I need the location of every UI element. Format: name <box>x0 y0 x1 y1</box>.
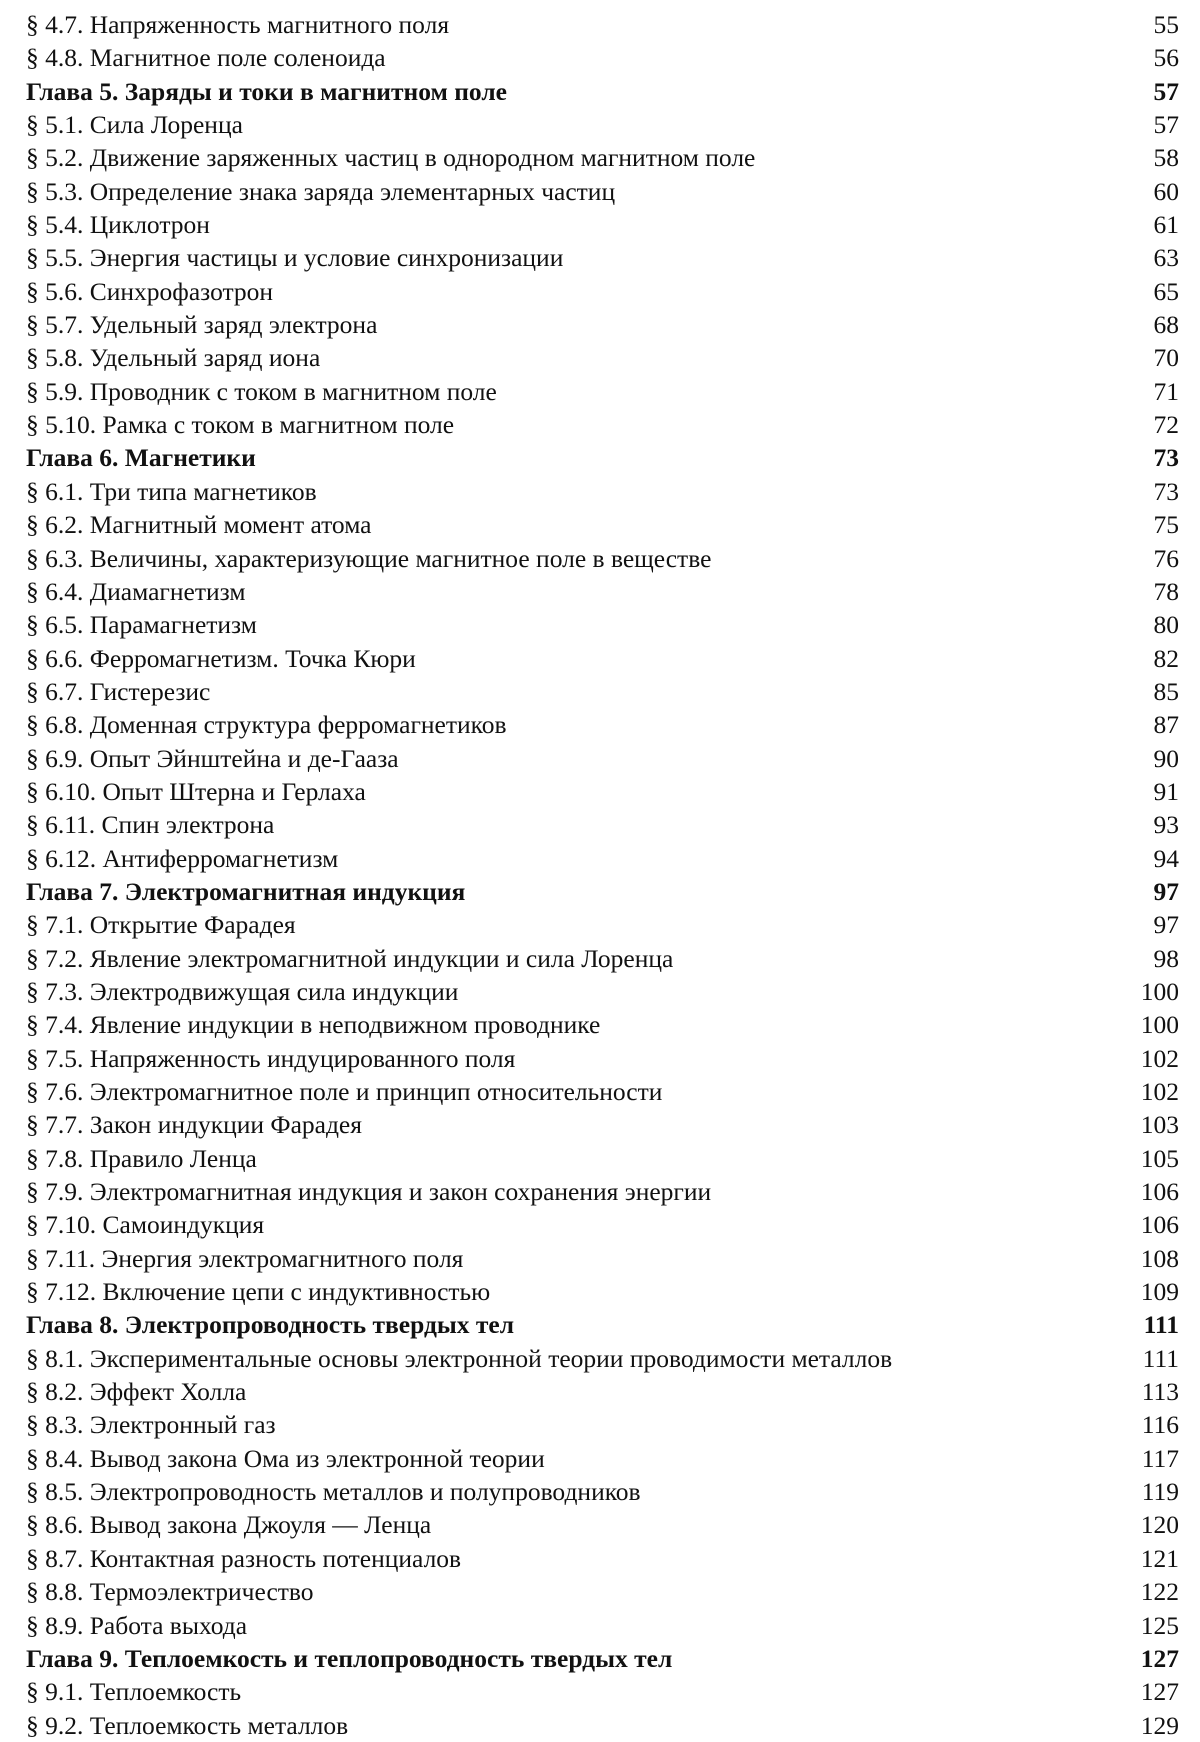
section-title: § 8.6. Вывод закона Джоуля — Ленца <box>26 1510 432 1540</box>
toc-section-row <box>26 1342 1179 1375</box>
toc-section-row <box>26 1675 1179 1708</box>
section-title: § 8.2. Эффект Холла <box>26 1377 247 1407</box>
toc-section-row <box>26 208 1179 241</box>
toc-section-row <box>26 842 1179 875</box>
page-number: 129 <box>1140 1710 1179 1740</box>
toc-section-row <box>26 1375 1179 1408</box>
toc-section-row <box>26 608 1179 641</box>
toc-section-row <box>26 942 1179 975</box>
section-title: § 6.5. Парамагнетизм <box>26 610 257 640</box>
toc-section-row <box>26 375 1179 408</box>
page-number: 127 <box>1140 1677 1179 1707</box>
toc-section-row <box>26 41 1179 74</box>
section-title: § 7.11. Энергия электромагнитного поля <box>26 1243 464 1273</box>
page-number: 80 <box>1153 610 1179 640</box>
toc-section-row <box>26 308 1179 341</box>
toc-section-row <box>26 675 1179 708</box>
section-title: § 6.3. Величины, характеризующие магнитное поле в веществе <box>26 543 712 573</box>
toc-chapter-row <box>26 441 1179 474</box>
page-number: 119 <box>1141 1477 1179 1507</box>
toc-section-row <box>26 1575 1179 1608</box>
page-number: 70 <box>1153 343 1179 373</box>
toc-section-row <box>26 1275 1179 1308</box>
section-title: § 7.3. Электродвижущая сила индукции <box>26 976 459 1006</box>
page-number: 82 <box>1153 643 1179 673</box>
page-number: 103 <box>1140 1110 1179 1140</box>
page-number: 63 <box>1153 243 1179 273</box>
page-number: 61 <box>1153 210 1179 240</box>
toc-section-row <box>26 1142 1179 1175</box>
page-number: 71 <box>1153 376 1179 406</box>
section-title: § 7.7. Закон индукции Фарадея <box>26 1110 362 1140</box>
section-title: § 5.10. Рамка с током в магнитном поле <box>26 410 455 440</box>
page-number: 58 <box>1153 143 1179 173</box>
page-number: 127 <box>1140 1643 1179 1673</box>
section-title: § 6.6. Ферромагнетизм. Точка Кюри <box>26 643 416 673</box>
toc-section-row <box>26 475 1179 508</box>
toc-section-row <box>26 1442 1179 1475</box>
page-number: 73 <box>1153 476 1179 506</box>
section-title: § 6.12. Антиферромагнетизм <box>26 843 339 873</box>
section-title: § 9.1. Теплоемкость <box>26 1677 242 1707</box>
toc-section-row <box>26 341 1179 374</box>
section-title: § 5.9. Проводник с током в магнитном поле <box>26 376 497 406</box>
page-number: 94 <box>1153 843 1179 873</box>
page-number: 121 <box>1140 1543 1179 1573</box>
section-title: § 6.9. Опыт Эйнштейна и де-Гааза <box>26 743 399 773</box>
page-number: 76 <box>1153 543 1179 573</box>
toc-section-row <box>26 1475 1179 1508</box>
section-title: § 8.8. Термоэлектричество <box>26 1577 314 1607</box>
toc-section-row <box>26 1042 1179 1075</box>
toc-section-row <box>26 642 1179 675</box>
section-title: § 5.5. Энергия частицы и условие синхронизации <box>26 243 564 273</box>
toc-section-row <box>26 1709 1179 1742</box>
section-title: § 5.6. Синхрофазотрон <box>26 276 274 306</box>
section-title: § 8.3. Электронный газ <box>26 1410 276 1440</box>
page-number: 73 <box>1153 443 1179 473</box>
toc-section-row <box>26 508 1179 541</box>
toc-section-row <box>26 1408 1179 1441</box>
section-title: § 6.1. Три типа магнетиков <box>26 476 317 506</box>
section-title: § 7.8. Правило Ленца <box>26 1143 257 1173</box>
page-number: 106 <box>1140 1210 1179 1240</box>
page-number: 97 <box>1153 876 1179 906</box>
toc-section-row <box>26 175 1179 208</box>
page-number: 57 <box>1153 110 1179 140</box>
page-number: 122 <box>1140 1577 1179 1607</box>
section-title: § 5.7. Удельный заряд электрона <box>26 310 378 340</box>
section-title: § 7.6. Электромагнитное поле и принцип относительности <box>26 1077 663 1106</box>
section-title: § 6.11. Спин электрона <box>26 810 275 840</box>
toc-section-row <box>26 808 1179 841</box>
section-title: § 7.12. Включение цепи с индуктивностью <box>26 1277 491 1307</box>
section-title: § 6.7. Гистерезис <box>26 676 211 706</box>
toc-section-row <box>26 1008 1179 1041</box>
toc-section-row <box>26 141 1179 174</box>
toc-chapter-row <box>26 875 1179 908</box>
section-title: § 7.9. Электромагнитная индукция и закон сохранения энергии <box>26 1177 712 1207</box>
toc-section-row <box>26 1508 1179 1541</box>
toc-section-row <box>26 1175 1179 1208</box>
page-number: 97 <box>1153 910 1179 940</box>
page-number: 102 <box>1140 1043 1179 1073</box>
section-title: § 6.10. Опыт Штерна и Герлаха <box>26 776 366 806</box>
page-number: 111 <box>1143 1310 1179 1340</box>
page-number: 125 <box>1140 1610 1179 1640</box>
page-number: 72 <box>1153 410 1179 440</box>
toc-chapter-row <box>26 75 1179 108</box>
section-title: § 5.3. Определение знака заряда элементарных частиц <box>26 176 616 206</box>
section-title: § 4.7. Напряженность магнитного поля <box>26 10 450 39</box>
toc-section-row <box>26 542 1179 575</box>
chapter-title: Глава 7. Электромагнитная индукция <box>26 876 466 906</box>
section-title: § 5.8. Удельный заряд иона <box>26 343 321 373</box>
section-title: § 5.4. Циклотрон <box>26 210 210 240</box>
page-number: 55 <box>1153 10 1179 39</box>
page-number: 120 <box>1140 1510 1179 1540</box>
section-title: § 7.10. Самоиндукция <box>26 1210 265 1240</box>
toc-section-row <box>26 1108 1179 1141</box>
section-title: § 6.4. Диамагнетизм <box>26 576 246 606</box>
page-number: 108 <box>1140 1243 1179 1273</box>
chapter-title: Глава 9. Теплоемкость и теплопроводность твердых тел <box>26 1643 673 1673</box>
section-title: § 7.1. Открытие Фарадея <box>26 910 296 940</box>
page-number: 60 <box>1153 176 1179 206</box>
toc-chapter-row <box>26 1642 1179 1675</box>
page-number: 100 <box>1140 1010 1179 1040</box>
toc-section-row <box>26 708 1179 741</box>
chapter-title: Глава 5. Заряды и токи в магнитном поле <box>26 76 507 106</box>
page-number: 90 <box>1153 743 1179 773</box>
section-title: § 4.8. Магнитное поле соленоида <box>26 43 386 73</box>
toc-section-row <box>26 1208 1179 1241</box>
chapter-title: Глава 8. Электропроводность твердых тел <box>26 1310 515 1340</box>
page-number: 113 <box>1141 1377 1179 1407</box>
page-number: 65 <box>1153 276 1179 306</box>
toc-section-row <box>26 775 1179 808</box>
section-title: § 7.2. Явление электромагнитной индукции и сила Лоренца <box>26 943 674 973</box>
toc-chapter-row <box>26 1308 1179 1341</box>
page-number: 117 <box>1141 1443 1179 1473</box>
section-title: § 8.9. Работа выхода <box>26 1610 248 1640</box>
toc-section-row <box>26 1609 1179 1642</box>
toc-section-row <box>26 742 1179 775</box>
toc-section-row <box>26 1075 1179 1108</box>
page-number: 93 <box>1153 810 1179 840</box>
page-number: 109 <box>1140 1277 1179 1307</box>
section-title: § 7.4. Явление индукции в неподвижном проводнике <box>26 1010 601 1040</box>
toc-section-row <box>26 575 1179 608</box>
toc-section-row <box>26 1242 1179 1275</box>
toc-section-row <box>26 241 1179 274</box>
section-title: § 5.1. Сила Лоренца <box>26 110 243 140</box>
section-title: § 8.4. Вывод закона Ома из электронной теории <box>26 1443 545 1473</box>
section-title: § 8.7. Контактная разность потенциалов <box>26 1543 462 1573</box>
page-number: 116 <box>1141 1410 1179 1440</box>
page-number: 105 <box>1140 1143 1179 1173</box>
page-number: 68 <box>1153 310 1179 340</box>
section-title: § 7.5. Напряженность индуцированного поля <box>26 1043 516 1073</box>
page-number: 98 <box>1153 943 1179 973</box>
toc-section-row <box>26 908 1179 941</box>
page-number: 91 <box>1153 776 1179 806</box>
page-number: 111 <box>1142 1343 1179 1373</box>
section-title: § 6.8. Доменная структура ферромагнетиков <box>26 710 507 740</box>
page-number: 102 <box>1140 1077 1179 1106</box>
page-number: 106 <box>1140 1177 1179 1207</box>
section-title: § 6.2. Магнитный момент атома <box>26 510 372 540</box>
page-number: 56 <box>1153 43 1179 73</box>
section-title: § 8.5. Электропроводность металлов и полупроводников <box>26 1477 641 1507</box>
section-title: § 9.2. Теплоемкость металлов <box>26 1710 349 1740</box>
section-title: § 8.1. Экспериментальные основы электронной теории проводимости металлов <box>26 1343 893 1373</box>
page-number: 85 <box>1153 676 1179 706</box>
section-title: § 5.2. Движение заряженных частиц в однородном магнитном поле <box>26 143 756 173</box>
toc-section-row <box>26 975 1179 1008</box>
page-number: 100 <box>1140 976 1179 1006</box>
toc-section-row <box>26 408 1179 441</box>
page-number: 78 <box>1153 576 1179 606</box>
page-number: 57 <box>1153 76 1179 106</box>
page-number: 75 <box>1153 510 1179 540</box>
toc-section-row <box>26 8 1179 41</box>
toc-section-row <box>26 108 1179 141</box>
table-of-contents <box>26 8 1179 1742</box>
toc-section-row <box>26 1542 1179 1575</box>
chapter-title: Глава 6. Магнетики <box>26 443 256 473</box>
toc-section-row <box>26 275 1179 308</box>
page-number: 87 <box>1153 710 1179 740</box>
